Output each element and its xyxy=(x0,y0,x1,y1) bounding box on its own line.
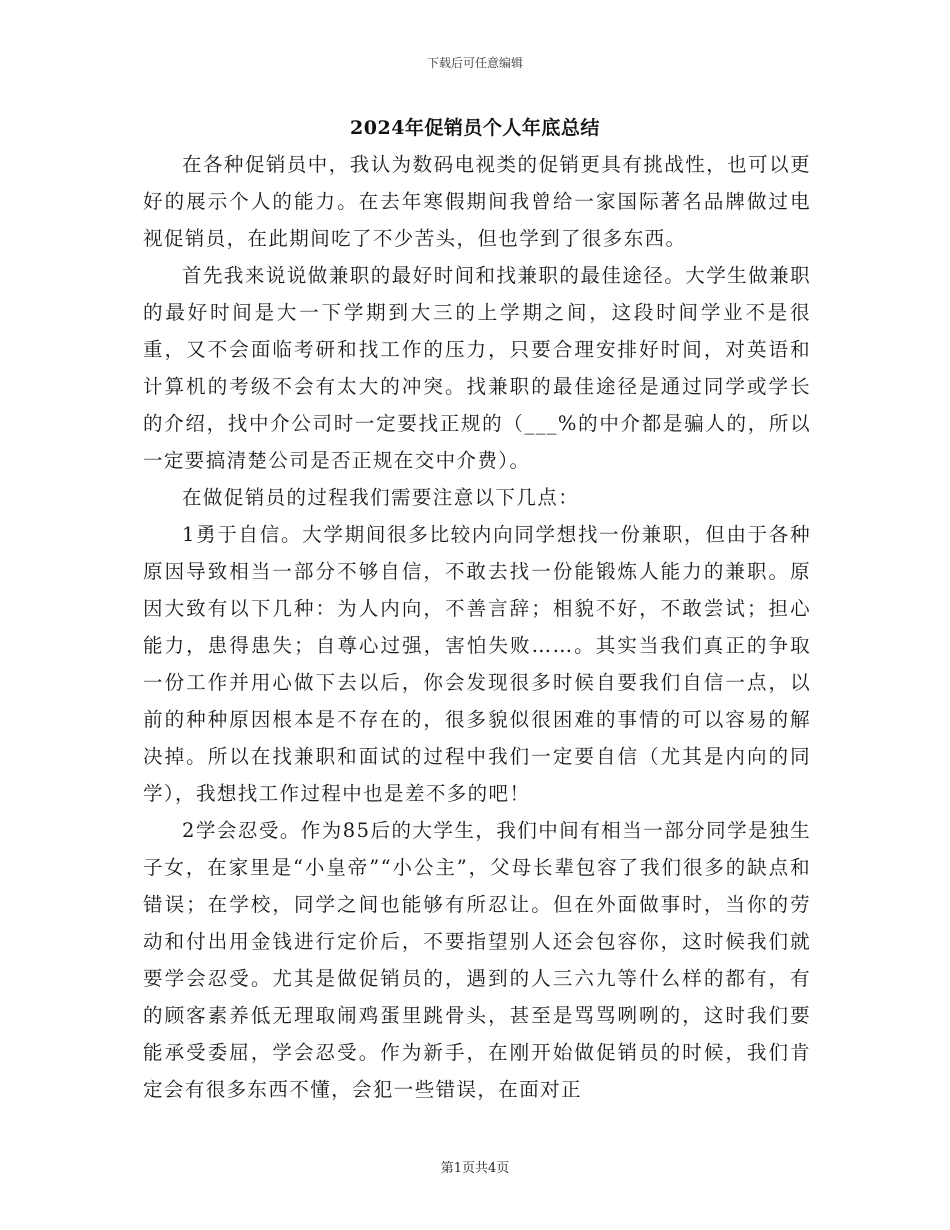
paragraph-intro: 在各种促销员中，我认为数码电视类的促销更具有挑战性，也可以更好的展示个人的能力。在去年寒假期间我曾给一家国际著名品牌做过电视促销员，在此期间吃了不少苦头，但也学到了很多东西。 xyxy=(143,153,811,250)
page-number-footer: 第1页共4页 xyxy=(440,1161,510,1176)
paragraph-timing: 首先我来说说做兼职的最好时间和找兼职的最佳途径。大学生做兼职的最好时间是大一下学期到大三的上学期之间，这段时间学业不是很重，又不会面临考研和找工作的压力，只要合理安排好时间，对英语和计算机的考级不会有太大的冲突。找兼职的最佳途径是通过同学或学长的介绍，找中介公司时一定要找正规的（___%的中介都是骗人的，所以一定要搞清楚公司是否正规在交中介费）。 xyxy=(143,264,811,472)
document-title: 2024年促销员个人年底总结 xyxy=(350,117,600,139)
paragraph-confidence: 1勇于自信。大学期间很多比较内向同学想找一份兼职，但由于各种原因导致相当一部分不够自信，不敢去找一份能锻炼人能力的兼职。原因大致有以下几种：为人内向，不善言辞；相貌不好，不敢尝试；担心能力，患得患失；自尊心过强，害怕失败……。其实当我们真正的争取一份工作并用心做下去以后，你会发现很多时候自要我们自信一点，以前的种种原因根本是不存在的，很多貌似很困难的事情的可以容易的解决掉。所以在找兼职和面试的过程中我们一定要自信（尤其是内向的同学），我想找工作过程中也是差不多的吧！ xyxy=(143,523,811,805)
header-note: 下载后可任意编辑 xyxy=(426,56,523,70)
paragraph-patience: 2学会忍受。作为85后的大学生，我们中间有相当一部分同学是独生子女，在家里是“小皇帝”“小公主”，父母长辈包容了我们很多的缺点和错误；在学校，同学之间也能够有所忍让。但在外面做事时，当你的劳动和付出用金钱进行定价后，不要指望别人还会包容你，这时候我们就要学会忍受。尤其是做促销员的，遇到的人三六九等什么样的都有，有的顾客素养低无理取闹鸡蛋里跳骨头，甚至是骂骂咧咧的，这时我们要能承受委屈，学会忍受。作为新手，在刚开始做促销员的时候，我们肯定会有很多东西不懂，会犯一些错误，在面对正 xyxy=(143,819,811,1101)
paragraph-points-intro: 在做促销员的过程我们需要注意以下几点： xyxy=(182,486,580,509)
document-body xyxy=(143,146,811,1108)
